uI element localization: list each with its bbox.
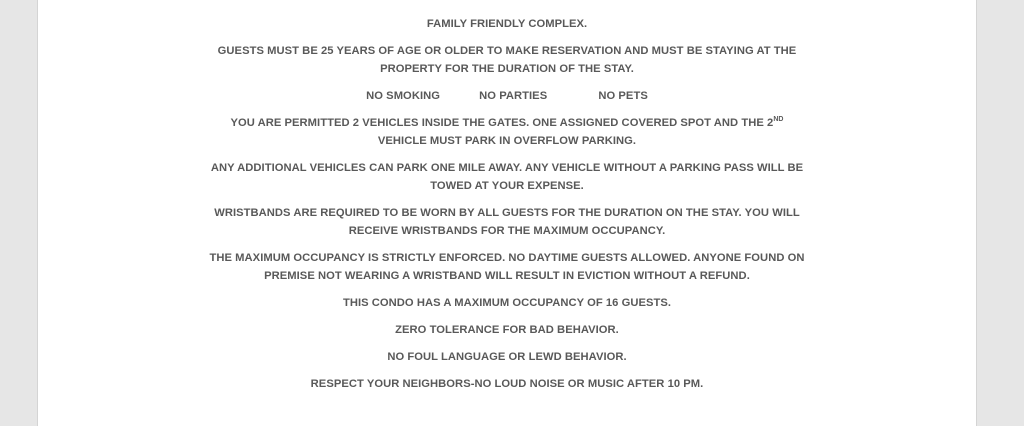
zero-tolerance-paragraph: ZERO TOLERANCE FOR BAD BEHAVIOR. <box>395 324 619 336</box>
vehicles-ordinal-superscript: ND <box>773 116 784 123</box>
restrictions-row <box>38 87 976 105</box>
additional-vehicles-paragraph: ANY ADDITIONAL VEHICLES CAN PARK ONE MILE AWAY. ANY VEHICLE WITHOUT A PARKING PASS WILL BE TOWED AT YOUR EXPENSE. <box>210 162 804 192</box>
vehicles-paragraph <box>217 114 797 150</box>
title-paragraph: FAMILY FRIENDLY COMPLEX. <box>426 18 588 30</box>
no-pets-text: NO PETS <box>598 90 648 102</box>
noise-paragraph: RESPECT YOUR NEIGHBORS-NO LOUD NOISE OR MUSIC AFTER 10 PM. <box>310 378 704 390</box>
vehicles-text-part1: YOU ARE PERMITTED 2 VEHICLES INSIDE THE GATES. ONE ASSIGNED COVERED SPOT AND THE 2 <box>230 117 774 129</box>
age-rule-paragraph: GUESTS MUST BE 25 YEARS OF AGE OR OLDER TO MAKE RESERVATION AND MUST BE STAYING AT THE PROPERTY FOR THE DURATION OF THE STAY. <box>217 45 797 75</box>
document-page <box>37 0 977 426</box>
no-parties-text: NO PARTIES <box>479 90 548 102</box>
vehicles-text-part2: VEHICLE MUST PARK IN OVERFLOW PARKING. <box>377 135 637 147</box>
no-smoking-text: NO SMOKING <box>366 90 440 102</box>
wristbands-paragraph: WRISTBANDS ARE REQUIRED TO BE WORN BY ALL GUESTS FOR THE DURATION ON THE STAY. YOU WILL RECEIVE WRISTBANDS FOR THE MAXIMUM OCCUPANCY. <box>214 207 800 237</box>
occupancy-limit-paragraph: THIS CONDO HAS A MAXIMUM OCCUPANCY OF 16 GUESTS. <box>342 297 672 309</box>
document-body <box>38 15 976 402</box>
occupancy-enforced-paragraph: THE MAXIMUM OCCUPANCY IS STRICTLY ENFORCED. NO DAYTIME GUESTS ALLOWED. ANYONE FOUND ON PREMISE NOT WEARING A WRISTBAND WILL RESULT IN EVICTION WITHOUT A REFUND. <box>209 252 805 282</box>
language-paragraph: NO FOUL LANGUAGE OR LEWD BEHAVIOR. <box>387 351 627 363</box>
